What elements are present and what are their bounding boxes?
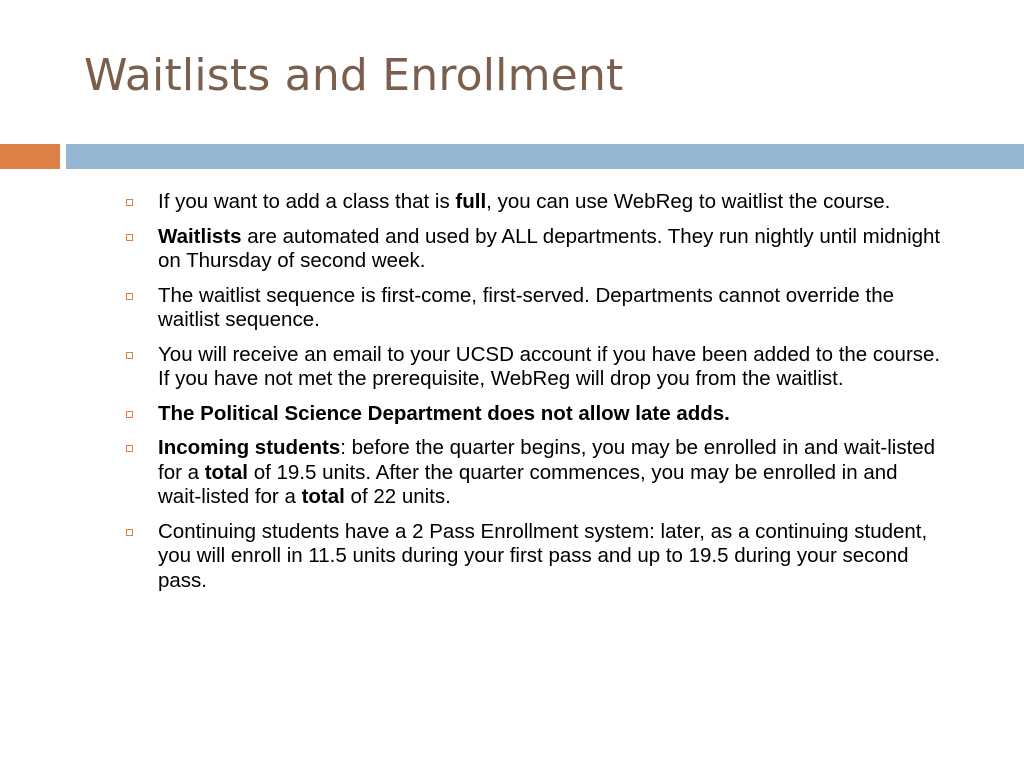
bullet-text-segment: You will receive an email to your UCSD account if you have been added to the course. If you have not met the prerequisite, WebReg will drop you from the waitlist. xyxy=(158,342,941,390)
bullet-text xyxy=(158,343,940,391)
bullet-item xyxy=(126,284,946,333)
bullet-item xyxy=(126,436,946,510)
hollow-square-icon xyxy=(126,293,133,300)
hollow-square-icon xyxy=(126,445,133,452)
bullet-text xyxy=(158,284,894,332)
bullet-text-segment: If you want to add a class that is xyxy=(158,190,456,213)
bullet-text xyxy=(158,402,730,425)
bullet-text-bold: total xyxy=(204,460,248,484)
bullet-text-bold: full xyxy=(455,190,487,213)
bullet-item xyxy=(126,402,946,427)
hollow-square-icon xyxy=(126,199,133,206)
bullet-text-bold: The Political Science Department does not allow late adds. xyxy=(158,401,730,425)
bullet-text-segment: of 22 units. xyxy=(344,485,451,508)
bullet-item xyxy=(126,190,946,215)
bullet-text-bold: Incoming students xyxy=(158,436,341,459)
accent-bar-blue xyxy=(66,144,1024,169)
hollow-square-icon xyxy=(126,411,133,418)
accent-bar-orange xyxy=(0,144,60,169)
hollow-square-icon xyxy=(126,529,133,536)
bullet-text-segment: , you can use WebReg to waitlist the course. xyxy=(486,190,891,213)
bullet-text-bold: total xyxy=(301,485,345,508)
hollow-square-icon xyxy=(126,352,133,359)
bullet-text xyxy=(158,190,890,213)
bullet-item xyxy=(126,520,946,594)
bullet-text xyxy=(158,436,935,508)
bullet-item xyxy=(126,225,946,274)
bullet-text-segment: of 19.5 units. After the quarter commences, you may be enrolled in and wait-listed for a xyxy=(158,460,898,508)
bullet-item xyxy=(126,343,946,392)
bullet-text-bold: Waitlists xyxy=(158,224,242,248)
bullet-text xyxy=(158,520,927,592)
slide-title: Waitlists and Enrollment xyxy=(84,50,624,101)
bullet-text xyxy=(158,225,940,273)
bullet-text-segment: The waitlist sequence is first-come, first-served. Departments cannot override the waitlist sequence. xyxy=(158,283,895,331)
bullet-list xyxy=(126,190,946,603)
hollow-square-icon xyxy=(126,234,133,241)
bullet-text-segment: : before the quarter begins, you may be enrolled in and wait-listed for a xyxy=(158,436,936,484)
bullet-text-segment: Continuing students have a 2 Pass Enrollment system: later, as a continuing student, you will enroll in 11.5 units during your first pass and up to 19.5 during your second pass. xyxy=(158,519,928,592)
bullet-text-segment: are automated and used by ALL departments. They run nightly until midnight on Thursday of second week. xyxy=(158,224,941,272)
